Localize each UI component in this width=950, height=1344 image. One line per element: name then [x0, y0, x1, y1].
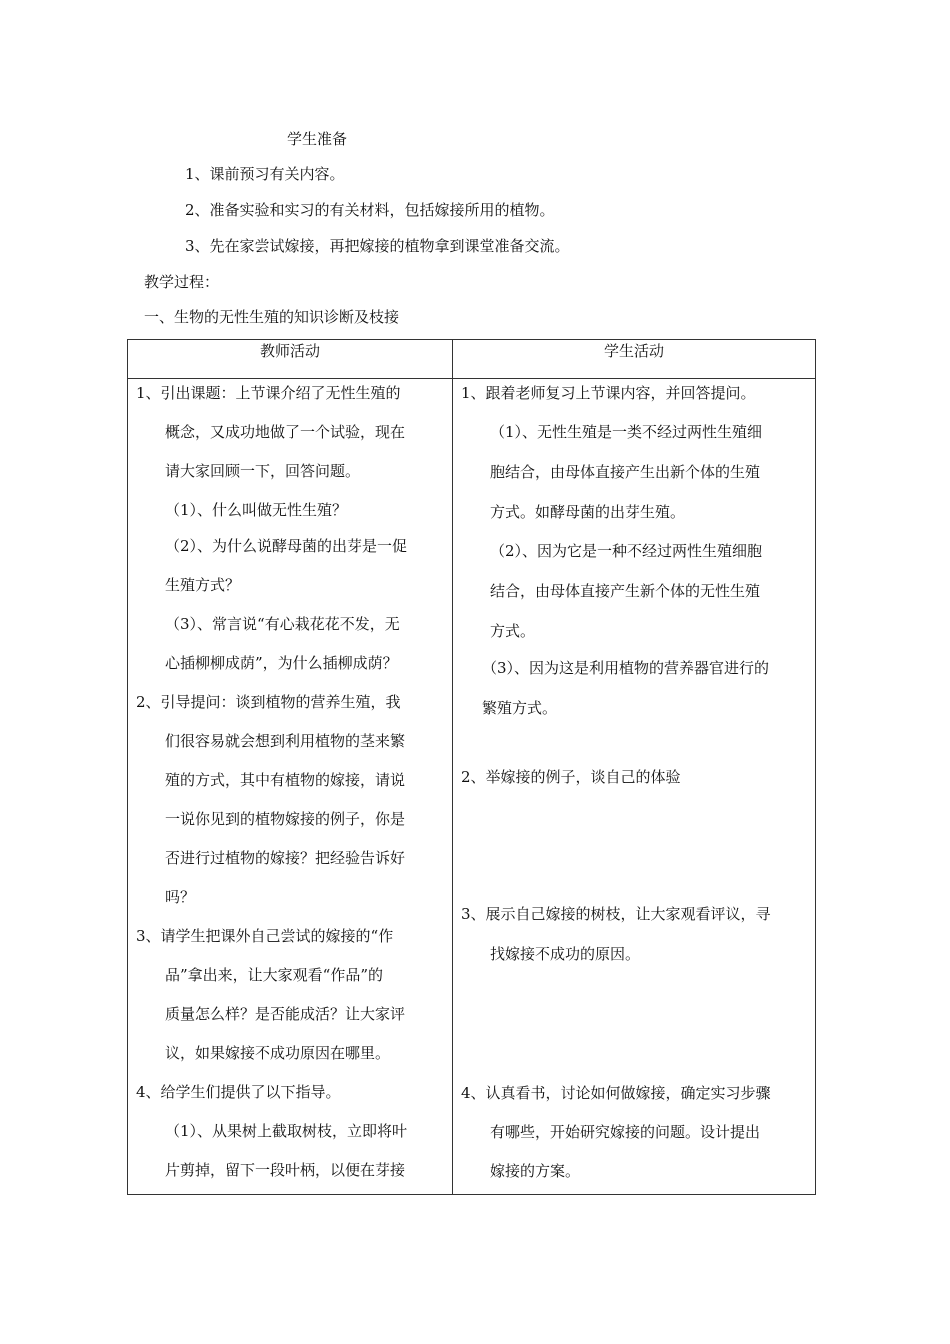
student-line: （3）、因为这是利用植物的营养器官进行的: [482, 659, 770, 677]
teacher-line: 心插柳柳成荫”，为什么插柳成荫？: [165, 654, 398, 672]
activity-table: [127, 339, 816, 1195]
student-line: 结合，由母体直接产生新个体的无性生殖: [490, 582, 761, 600]
teacher-line: 否进行过植物的嫁接？把经验告诉好: [165, 849, 406, 867]
teacher-line: 片剪掉，留下一段叶柄，以便在芽接: [165, 1161, 406, 1179]
teacher-line: 4、给学生们提供了以下指导。: [136, 1083, 341, 1101]
teacher-line: 生殖方式？: [165, 576, 241, 594]
student-line: 方式。: [490, 622, 536, 640]
student-line: 4、认真看书，讨论如何做嫁接，确定实习步骤: [461, 1084, 771, 1102]
teacher-line: 3、请学生把课外自己尝试的嫁接的“作: [136, 927, 394, 945]
student-line: 找嫁接不成功的原因。: [490, 945, 641, 963]
teacher-line: （2）、为什么说酵母菌的出芽是一促: [165, 537, 408, 555]
student-line: 3、展示自己嫁接的树枝，让大家观看评议，寻: [461, 905, 771, 923]
prep-item-2: 2、准备实验和实习的有关材料，包括嫁接所用的植物。: [185, 201, 555, 219]
teacher-line: 殖的方式，其中有植物的嫁接，请说: [165, 771, 406, 789]
teacher-activity-cell: [128, 379, 453, 1195]
student-line: 1、跟着老师复习上节课内容，并回答提问。: [461, 384, 756, 402]
prep-item-3: 3、先在家尝试嫁接，再把嫁接的植物拿到课堂准备交流。: [185, 237, 570, 255]
teacher-line: 1、引出课题：上节课介绍了无性生殖的: [136, 384, 401, 402]
teacher-line: 议，如果嫁接不成功原因在哪里。: [165, 1044, 391, 1062]
student-activity-cell: [453, 379, 816, 1195]
student-line: 胞结合，由母体直接产生出新个体的生殖: [490, 463, 761, 481]
table-row: [128, 379, 816, 1195]
student-column-header: 学生活动: [453, 340, 816, 379]
teacher-line: 一说你见到的植物嫁接的例子，你是: [165, 810, 406, 828]
student-line: （1）、无性生殖是一类不经过两性生殖细: [490, 423, 763, 441]
teacher-line: 品”拿出来，让大家观看“作品”的: [165, 966, 384, 984]
teacher-column-header: 教师活动: [128, 340, 453, 379]
teacher-line: 请大家回顾一下，回答问题。: [165, 462, 361, 480]
teacher-line: （1）、什么叫做无性生殖？: [165, 501, 348, 519]
student-line: （2）、因为它是一种不经过两性生殖细胞: [490, 542, 763, 560]
section-title: 一、生物的无性生殖的知识诊断及枝接: [144, 308, 400, 326]
prep-heading: 学生准备: [287, 130, 348, 148]
process-heading: 教学过程：: [144, 273, 220, 291]
student-line: 2、举嫁接的例子，谈自己的体验: [461, 768, 681, 786]
teacher-line: （3）、常言说“有心栽花花不发，无: [165, 615, 400, 633]
student-line: 方式。如酵母菌的出芽生殖。: [490, 503, 686, 521]
teacher-line: 概念，又成功地做了一个试验，现在: [165, 423, 406, 441]
student-line: 嫁接的方案。: [490, 1162, 581, 1180]
teacher-line: 质量怎么样？是否能成活？让大家评: [165, 1005, 406, 1023]
teacher-line: 们很容易就会想到利用植物的茎来繁: [165, 732, 406, 750]
student-line: 繁殖方式。: [482, 699, 558, 717]
teacher-line: 2、引导提问：谈到植物的营养生殖，我: [136, 693, 401, 711]
teacher-line: 吗？: [165, 888, 196, 906]
table-header-row: [128, 340, 816, 379]
teacher-line: （1）、从果树上截取树枝，立即将叶: [165, 1122, 408, 1140]
student-line: 有哪些，开始研究嫁接的问题。设计提出: [490, 1123, 761, 1141]
prep-item-1: 1、课前预习有关内容。: [185, 165, 345, 183]
